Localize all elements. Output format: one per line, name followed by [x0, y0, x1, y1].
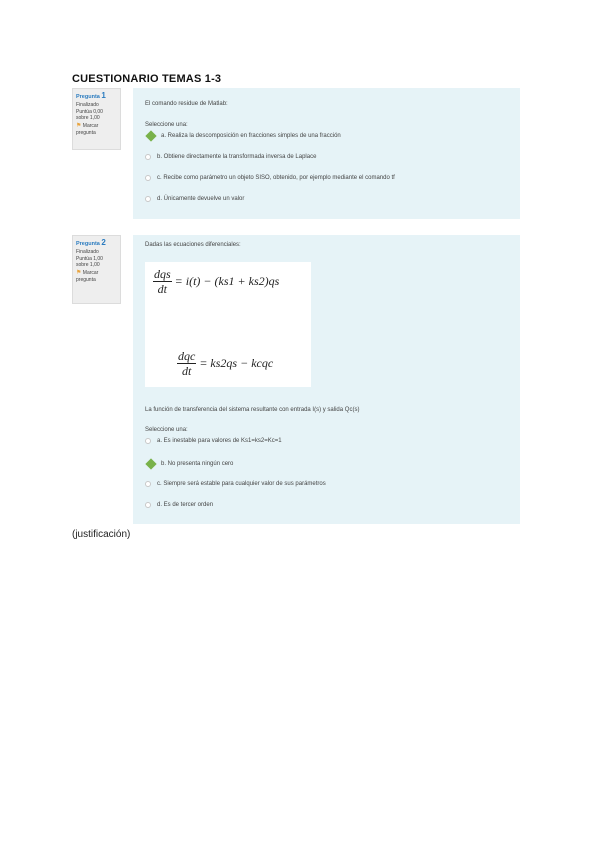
- selected-marker-icon: [145, 458, 156, 469]
- selected-marker-icon: [145, 130, 156, 141]
- question-2-flag-link[interactable]: ⚑ Marcar pregunta: [76, 270, 99, 284]
- question-1-option-d[interactable]: d. Únicamente devuelve un valor: [145, 196, 244, 202]
- question-1-status: Finalizado: [76, 101, 99, 108]
- question-1-option-c[interactable]: c. Recibe como parámetro un objeto SISO, obtenido, por ejemplo mediante el comando tf: [145, 175, 395, 181]
- question-1-select-label: Seleccione una:: [145, 122, 188, 128]
- question-2-option-d[interactable]: d. Es de tercer orden: [145, 502, 213, 508]
- radio-icon[interactable]: [145, 196, 151, 202]
- question-2-number: Pregunta 2: [76, 238, 106, 247]
- radio-icon[interactable]: [145, 154, 151, 160]
- equation-1: $\frac{\text{dqs}}{dt}$ = i(t) − (ks1 + ks2)qs: [154, 267, 280, 296]
- question-1-option-b[interactable]: b. Obtiene directamente la transformada inversa de Laplace: [145, 154, 316, 160]
- question-2-status: Finalizado: [76, 248, 99, 255]
- question-2-option-a[interactable]: a. Es inestable para valores de Ks1=ks2=Kc=1: [145, 438, 282, 444]
- document-title: CUESTIONARIO TEMAS 1-3: [72, 73, 222, 85]
- radio-icon[interactable]: [145, 502, 151, 508]
- question-2-option-c[interactable]: c. Siempre será estable para cualquier valor de sus parámetros: [145, 481, 326, 487]
- equation-2: $\frac{\text{dqc}}{dt}$ = ks2qs − kcqc: [178, 349, 274, 378]
- question-1-number: Pregunta 1: [76, 91, 106, 100]
- question-1-prompt: El comando residue de Matlab:: [145, 101, 228, 107]
- question-1-option-a[interactable]: a. Realiza la descomposición en fracciones simples de una fracción: [145, 132, 341, 140]
- question-2-panel: [133, 235, 520, 524]
- question-1-info: [72, 88, 121, 150]
- question-2-score: Puntúa 1,00 sobre 1,00: [76, 255, 103, 269]
- question-2-info: [72, 235, 121, 304]
- radio-icon[interactable]: [145, 481, 151, 487]
- radio-icon[interactable]: [145, 175, 151, 181]
- question-1-panel: [133, 88, 520, 219]
- question-2-option-b[interactable]: b. No presenta ningún cero: [145, 460, 233, 468]
- flag-icon: ⚑: [76, 270, 82, 277]
- question-1-score: Puntúa 0,00 sobre 1,00: [76, 108, 103, 122]
- justification-note: (justificación): [72, 529, 131, 540]
- question-2-prompt: Dadas las ecuaciones diferenciales:: [145, 242, 241, 248]
- question-2-select-label: Seleccione una:: [145, 427, 188, 433]
- equations-image: [145, 262, 311, 387]
- radio-icon[interactable]: [145, 438, 151, 444]
- question-1-flag-link[interactable]: ⚑ Marcar pregunta: [76, 123, 99, 137]
- flag-icon: ⚑: [76, 123, 82, 130]
- question-2-statement: La función de transferencia del sistema resultante con entrada I(s) y salida Qc(s): [145, 407, 360, 413]
